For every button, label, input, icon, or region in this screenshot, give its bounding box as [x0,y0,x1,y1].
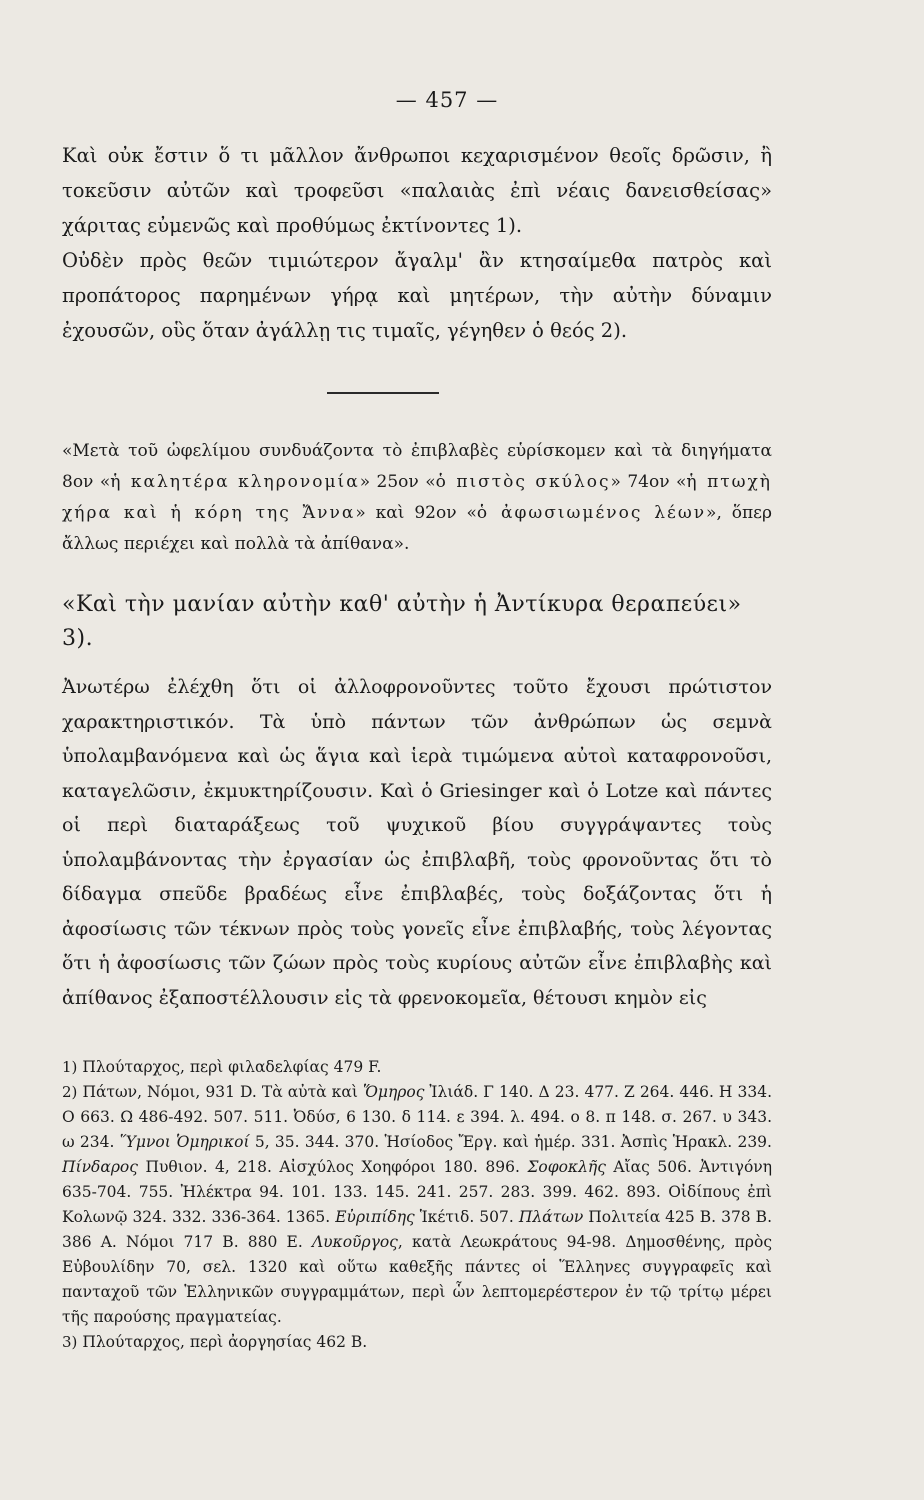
page-content [62,88,772,1355]
footnote-text: , κατὰ Λεωκράτους 94-98. Δημοσθένης, πρὸς Εὐβουλίδην 70, σελ. 1320 καὶ οὕτω καθεξῆς πάντες οἱ Ἕλληνες συγγραφεῖς καὶ πανταχοῦ τῶν Ἑλληνικῶν συγγραμμάτων, περὶ ὧν λεπτομερέστερον ἐν τῷ τρίτῳ μέρει τῆς παρούσης πραγματείας. [62,1233,772,1326]
footnote-text: Αἴας 506. Ἀντιγόνη 635-704. 755. Ἠλέκτρα 94. 101. 133. 145. 241. 257. 283. 399. 462. 893. Οἰδίπους ἐπὶ Κολωνῷ 324. 332. 336-364. 1365. [62,1158,772,1226]
quote-text: » 74ον « [610,472,687,492]
footnote-number: 1) [62,1058,78,1076]
footnote-author: Ὕμνοι Ὁμηρικοί [119,1133,250,1151]
footnote-number: 2) [62,1083,78,1101]
quote-text: », ὅπερ ἄλλως περιέχει καὶ πολλὰ τὰ ἀπίθανα». [62,503,772,554]
intro-paragraph-2: Οὐδὲν πρὸς θεῶν τιμιώτερον ἄγαλμ' ἂν κτησαίμεθα πατρὸς καὶ προπάτορος παρημένων γήρᾳ καὶ μητέρων, τὴν αὐτὴν δύναμιν ἐχουσῶν, οὓς ὅταν ἀγάλλῃ τις τιμαῖς, γέγηθεν ὁ θεός 2). [62,249,772,342]
footnote-text: Πλούταρχος, περὶ φιλαδελφίας 479 F. [82,1058,382,1076]
footnote-author: Σοφοκλῆς [527,1158,606,1176]
footnote-author: Εὐριπίδης [335,1208,415,1226]
quoted-passage [62,436,772,560]
main-paragraph: Ἀνωτέρω ἐλέχθη ὅτι οἱ ἀλλοφρονοῦντες τοῦτο ἔχουσι πρώτιστον χαρακτηριστικόν. Τὰ ὑπὸ πάντων τῶν ἀνθρώπων ὡς σεμνὰ ὑπολαμβανόμενα καὶ ὡς ἅγια καὶ ἱερὰ τιμώμενα αὐτοὶ καταφρονοῦσι, καταγελῶσιν, ἐκμυκτηρίζουσιν. Καὶ ὁ Griesinger καὶ ὁ Lotze καὶ πάντες οἱ περὶ διαταράξεως τοῦ ψυχικοῦ βίου συγγράψαντες τοὺς ὑπολαμβάνοντας τὴν ἐργασίαν ὡς ἐπιβλαβῆ, τοὺς φρονοῦντας ὅτι τὸ δίδαγμα σπεῦδε βραδέως εἶνε ἐπιβλαβές, τοὺς δοξάζοντας ὅτι ἡ ἀφοσίωσις τῶν τέκνων πρὸς τοὺς γονεῖς εἶνε ἐπιβλαβής, τοὺς λέγοντας ὅτι ἡ ἀφοσίωσις τῶν ζώων πρὸς τοὺς κυρίους αὐτῶν εἶνε ἐπιβλαβὴς καὶ ἀπίθανος ἐξαποστέλλουσιν εἰς τὰ φρενοκομεῖα, θέτουσι κημὸν εἰς [62,676,772,1009]
quote-text: » καὶ 92ον « [355,503,477,523]
footnote-text: Πολιτεία 425 B. 378 B. 386 A. Νόμοι 717 B. 880 E. [62,1208,772,1251]
quote-text: «Μετὰ τοῦ ὠφελίμου συνδυάζοντα τὸ ἐπιβλαβὲς εὑρίσκομεν καὶ τὰ διηγήματα 8ον « [62,441,772,492]
footnote-text: Ἱκέτιδ. 507. [414,1208,519,1226]
footnote-author: Λυκοῦργος [311,1233,398,1251]
quote-title: ὁ ἀφωσιωμένος λέων [476,503,707,523]
footnote-author: Πίνδαρος [62,1158,138,1176]
footnote-1 [62,1055,772,1080]
footnote-text: 5, 35. 344. 370. Ἡσίοδος Ἔργ. καὶ ἡμέρ. 331. Ἀσπὶς Ἡρακλ. 239. [249,1133,772,1151]
page-number: — 457 — [395,88,499,112]
quote-title: ἡ καλητέρα κληρονομία [110,472,360,492]
intro-paragraph-1: Καὶ οὐκ ἔστιν ὅ τι μᾶλλον ἄνθρωποι κεχαρισμένον θεοῖς δρῶσιν, ἢ τοκεῦσιν αὐτῶν καὶ τροφεῦσι «παλαιὰς ἐπὶ νέαις δανεισθείσας» χάριτας εὐμενῶς καὶ προθύμως ἐκτίνοντες 1). [62,144,772,237]
section-divider [327,392,439,394]
footnote-author: Πλάτων [518,1208,584,1226]
footnotes [62,1055,772,1355]
footnote-number: 3) [62,1333,78,1351]
footnote-text: Πλούταρχος, περὶ ἀοργησίας 462 B. [82,1333,368,1351]
footnote-author: Ὅμηρος [362,1083,425,1101]
footnote-text: Πάτων, Νόμοι, 931 D. Τὰ αὐτὰ καὶ [82,1083,363,1101]
quote-title: ἡ πτωχὴ χήρα καὶ ἡ κόρη της Ἄννα [62,472,772,523]
footnote-3 [62,1330,772,1355]
quote-title: ὁ πιστὸς σκύλος [435,472,611,492]
footnote-text: Ἰλιάδ. Γ 140. Δ 23. 477. Ζ 264. 446. Η 334. Ο 663. Ω 486-492. 507. 511. Ὀδύσ, 6 130. δ 114. ε 394. λ. 494. ο 8. π 148. σ. 267. υ 343. ω 234. [62,1083,772,1151]
quote-text: » 25ον « [359,472,436,492]
footnote-text: Πυθιον. 4, 218. Αἰσχύλος Χοηφόροι 180. 896. [137,1158,528,1176]
footnote-2 [62,1080,772,1330]
epigraph-quote: «Καὶ τὴν μανίαν αὐτὴν καθ' αὐτὴν ἡ Ἀντίκυρα θεραπεύει» 3). [62,592,742,651]
